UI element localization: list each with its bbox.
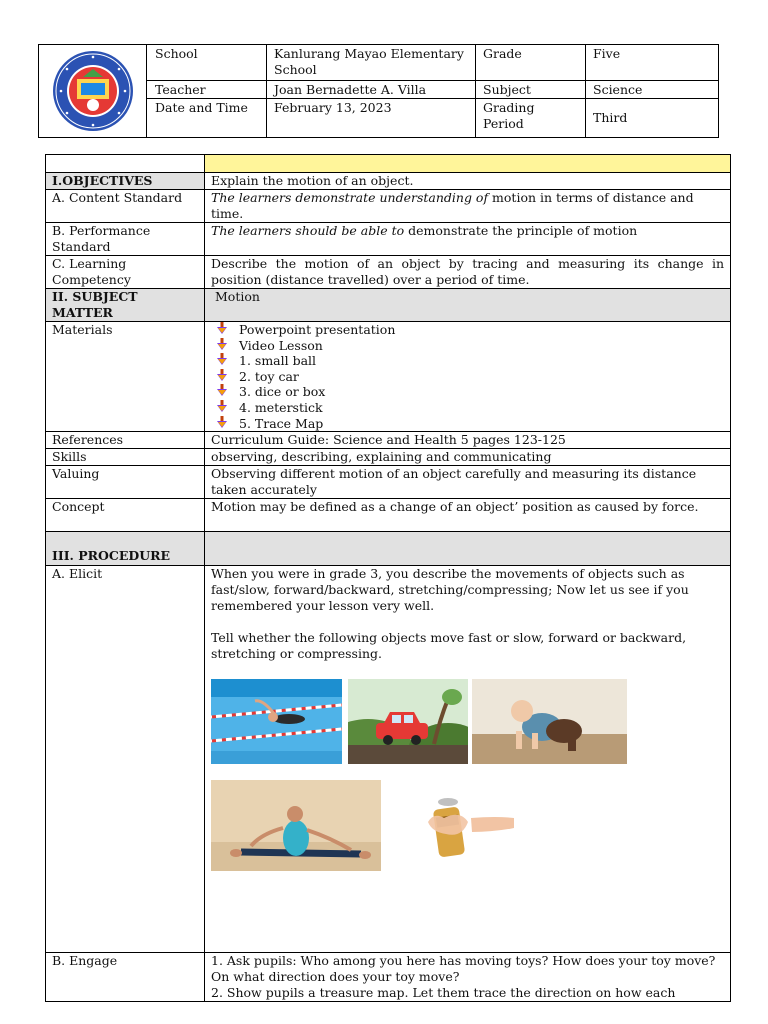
- procedure-label: III. PROCEDURE: [46, 532, 205, 566]
- materials-item: 2. toy car: [217, 369, 724, 385]
- materials-item: Powerpoint presentation: [217, 322, 724, 338]
- materials-item: 1. small ball: [217, 353, 724, 369]
- arrow-down-bullet-icon: [217, 416, 227, 429]
- arrow-down-bullet-icon: [217, 400, 227, 413]
- motion-images: [211, 662, 724, 952]
- elicit-paragraph-1: When you were in grade 3, you describe the movements of objects such as fast/slow, forward/backward, stretching/compressing; Now let us see if you remembered your lesson very well.: [211, 566, 689, 614]
- valuing-label: Valuing: [46, 466, 205, 499]
- teacher-label: Teacher: [155, 82, 206, 97]
- engage-label: B. Engage: [46, 953, 205, 1002]
- materials-list: [211, 322, 724, 431]
- elicit-cell: [205, 566, 731, 953]
- arrow-down-bullet-icon: [217, 338, 227, 351]
- objectives-label: I.OBJECTIVES: [46, 173, 205, 190]
- learning-competency-label: C. Learning Competency: [46, 256, 205, 289]
- subject-label: Subject: [483, 82, 531, 97]
- references-label: References: [46, 432, 205, 449]
- subject-matter-label: II. SUBJECT MATTER: [46, 289, 205, 322]
- performance-standard-label: B. Performance Standard: [46, 223, 205, 256]
- subject-matter-value: Motion: [205, 289, 731, 322]
- materials-item: 4. meterstick: [217, 400, 724, 416]
- concept-label: Concept: [46, 499, 205, 532]
- header-table: [38, 44, 719, 138]
- arrow-down-bullet-icon: [217, 353, 227, 366]
- engage-line-2: 2. Show pupils a treasure map. Let them trace the direction on how each: [211, 985, 676, 1001]
- grade-value: Five: [593, 46, 621, 61]
- materials-label: Materials: [46, 322, 205, 432]
- crushed-can-image: [416, 788, 516, 864]
- materials-list-cell: [205, 322, 731, 432]
- teacher-value: Joan Bernadette A. Villa: [274, 82, 427, 97]
- period-label: Grading Period: [483, 100, 535, 131]
- period-value: Third: [593, 110, 628, 125]
- skills-label: Skills: [46, 449, 205, 466]
- subject-value: Science: [593, 82, 643, 97]
- school-label: School: [155, 46, 198, 61]
- car-image: [348, 679, 468, 764]
- procedure-value: [205, 532, 731, 566]
- arrow-down-bullet-icon: [217, 369, 227, 382]
- engage-line-1: 1. Ask pupils: Who among you here has moving toys? How does your toy move? On what direction does your toy move?: [211, 953, 716, 985]
- skills-value: observing, describing, explaining and communicating: [205, 449, 731, 466]
- content-standard-label: A. Content Standard: [46, 190, 205, 223]
- arrow-down-bullet-icon: [217, 384, 227, 397]
- references-value: Curriculum Guide: Science and Health 5 pages 123-125: [205, 432, 731, 449]
- materials-item: Video Lesson: [217, 338, 724, 354]
- crawling-baby-image: [472, 679, 627, 764]
- learning-competency-value: Describe the motion of an object by tracing and measuring its change in position (distance travelled) over a period of time.: [205, 256, 731, 289]
- school-seal-logo: [47, 49, 139, 133]
- materials-item: 3. dice or box: [217, 384, 724, 400]
- valuing-value: Observing different motion of an object carefully and measuring its distance taken accurately: [205, 466, 731, 499]
- lesson-plan-table: [45, 154, 731, 1002]
- logo-cell: [39, 45, 147, 137]
- elicit-label: A. Elicit: [46, 566, 205, 953]
- date-label: Date and Time: [155, 100, 248, 115]
- objectives-value: Explain the motion of an object.: [205, 173, 731, 190]
- performance-standard-value: The learners should be able to demonstrate the principle of motion: [205, 223, 731, 256]
- yellow-header-cell: [205, 155, 731, 173]
- arrow-down-bullet-icon: [217, 322, 227, 335]
- grade-label: Grade: [483, 46, 522, 61]
- swimmer-image: [211, 679, 342, 764]
- elicit-paragraph-2: Tell whether the following objects move fast or slow, forward or backward, stretching or compressing.: [211, 630, 687, 662]
- materials-item: 5. Trace Map: [217, 416, 724, 432]
- school-value: Kanlurang Mayao Elementary School: [274, 46, 464, 77]
- engage-cell: [205, 953, 731, 1002]
- stretching-woman-image: [211, 780, 381, 871]
- date-value: February 13, 2023: [274, 100, 392, 115]
- concept-value: Motion may be defined as a change of an object’ position as caused by force.: [205, 499, 731, 532]
- content-standard-value: The learners demonstrate understanding of motion in terms of distance and time.: [205, 190, 731, 223]
